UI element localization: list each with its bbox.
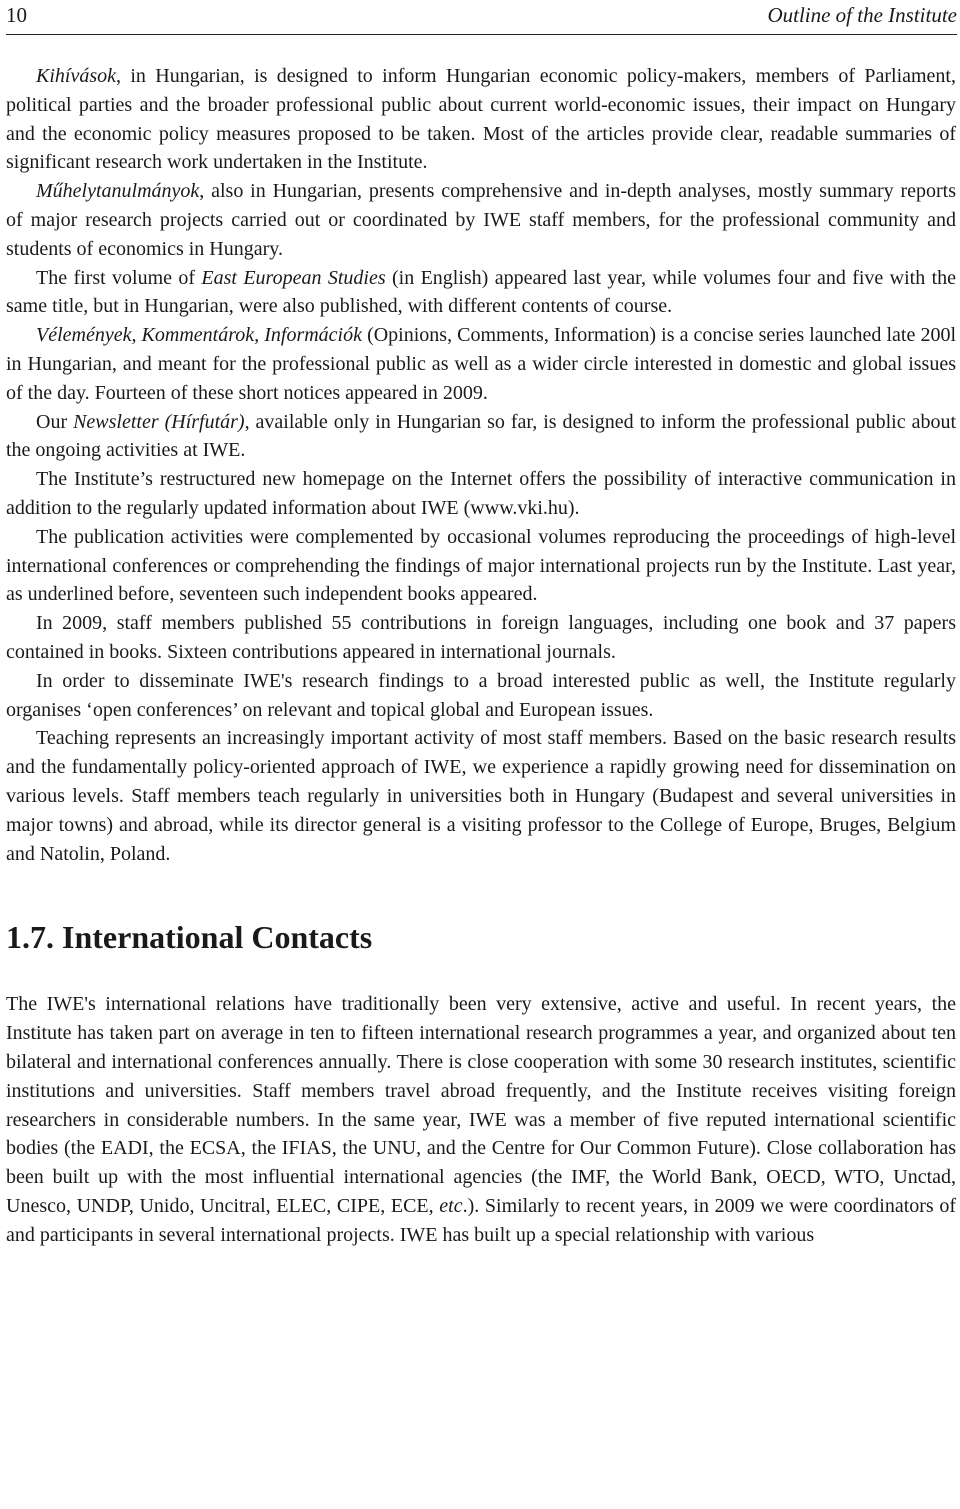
etc-abbreviation: etc <box>439 1194 463 1217</box>
paragraph-teaching: Teaching represents an increasingly important activity of most staff members. Based on the basic research results and the fundamentally policy-oriented approach of IWE, we experience a rapidly growing need for dissemination on various levels. Staff members teach regularly in universities both in Hungary (Budapest and several universities in major towns) and abroad, while its director general is a visiting professor to the College of Europe, Bruges, Belgium and Natolin, Poland. <box>6 727 956 865</box>
paragraph-text: The first volume of <box>36 266 202 289</box>
publication-title: East European Studies <box>201 266 386 289</box>
paragraph-publication-activities: The publication activities were complemented by occasional volumes reproducing the proceedings of high-level international conferences or comprehending the findings of major international projects run by the Institute. Last year, as underlined before, seventeen such independent books appeared. <box>6 525 956 606</box>
paragraph-east-european-studies <box>6 264 956 322</box>
paragraph-kihivasok <box>6 62 956 177</box>
publication-title: Műhelytanulmányok <box>36 180 200 203</box>
paragraph-text: The IWE's international relations have traditionally been very extensive, active and useful. In recent years, the Institute has taken part on average in ten to fifteen international research programmes a year, and organized about ten bilateral and international conferences annually. There is close cooperation with some 30 research institutes, scientific institutions and universities. Staff members travel abroad frequently, and the Institute receives visiting foreign researchers in considerable numbers. In the same year, IWE was a member of five reputed international scientific bodies (the EADI, the ECSA, the IFIAS, the UNU, and the Centre for Our Common Future). Close collaboration has been built up with the most influential international agencies (the IMF, the World Bank, OECD, WTO, Unctad, Unesco, UNDP, Unido, Uncitral, ELEC, CIPE, ECE, <box>6 993 956 1217</box>
paragraph-text: , in Hungarian, is designed to inform Hungarian economic policy-makers, members of Parliament, political parties and the broader professional public about current world-economic issues, their impact on Hungary and the economic policy measures proposed to be taken. Most of the articles provide clear, readable summaries of significant research work undertaken in the Institute. <box>6 65 956 174</box>
section-heading: 1.7. International Contacts <box>6 919 373 956</box>
paragraph-open-conferences: In order to disseminate IWE's research findings to a broad interested public as well, the Institute regularly organises ‘open conferences’ on relevant and topical global and European issues. <box>6 669 956 721</box>
paragraph-text: .). Similarly to recent years, in 2009 we were coordinators of and participants in several international projects. IWE has built up a special relationship with various <box>6 1194 956 1246</box>
body-text <box>6 62 956 1249</box>
paragraph-text: , available only in Hungarian so far, is designed to inform the professional public about the ongoing activities at IWE. <box>6 410 957 462</box>
publication-title: Newsletter (Hírfutár) <box>73 410 245 433</box>
paragraph-contributions: In 2009, staff members published 55 contributions in foreign languages, including one book and 37 papers contained in books. Sixteen contributions appeared in international journals. <box>6 612 956 663</box>
page-number: 10 <box>6 3 27 27</box>
paragraph-newsletter <box>6 408 956 466</box>
paragraph-text: , also in Hungarian, presents comprehensive and in-depth analyses, mostly summary reports of major research projects carried out or coordinated by IWE staff members, for the professional community and students of economics in Hungary. <box>6 180 956 260</box>
paragraph-muhelytanulmanyok <box>6 177 956 263</box>
paragraph-text: Our <box>36 410 74 433</box>
paragraph-text: (Opinions, Comments, Information) is a concise series launched late 200l in Hungarian, and meant for the professional public as well as a wider circle interested in domestic and global issues of the day. Fourteen of these short notices appeared in 2009. <box>6 324 956 404</box>
paragraph-text: (in English) appeared last year, while volumes four and five with the same title, but in Hungarian, were also published, with different contents of course. <box>6 266 957 318</box>
paragraph-velemenyek <box>6 321 956 407</box>
publication-title: Kihívások <box>36 65 116 87</box>
publication-title: Vélemények, Kommentárok, Információk <box>36 324 362 347</box>
paragraph-international-contacts <box>6 990 956 1249</box>
paragraph-homepage: The Institute’s restructured new homepage on the Internet offers the possibility of interactive communication in addition to the regularly updated information about IWE (www.vki.hu). <box>6 468 956 519</box>
running-header <box>6 0 957 35</box>
running-title: Outline of the Institute <box>767 3 957 27</box>
